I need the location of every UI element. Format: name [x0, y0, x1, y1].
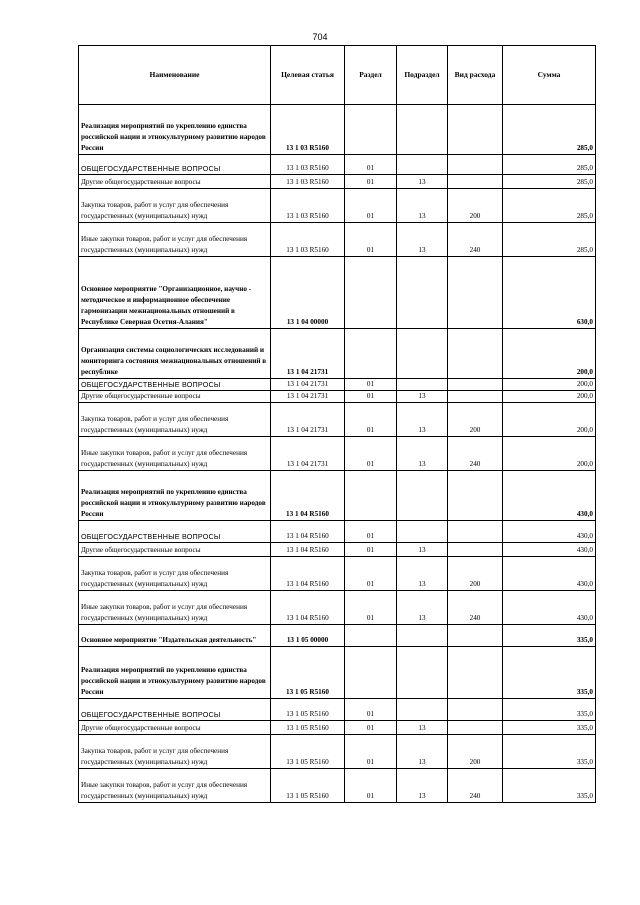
row-section	[345, 105, 397, 155]
table-row	[79, 175, 596, 189]
row-name: Другие общегосударственные вопросы	[79, 175, 271, 189]
row-name: Закупка товаров, работ и услуг для обеспечения государственных (муниципальных) нужд	[79, 557, 271, 591]
row-subsection	[397, 257, 448, 329]
row-subsection: 13	[397, 189, 448, 223]
row-target: 13 1 05 R5160	[271, 721, 345, 735]
row-target: 13 1 04 21731	[271, 379, 345, 391]
row-name: Другие общегосударственные вопросы	[79, 543, 271, 557]
row-expense-type: 200	[448, 189, 503, 223]
row-amount: 430,0	[503, 471, 596, 521]
row-subsection	[397, 699, 448, 721]
row-amount: 335,0	[503, 647, 596, 699]
row-target: 13 1 04 21731	[271, 391, 345, 403]
row-target: 13 1 04 R5160	[271, 521, 345, 543]
page-number: 704	[312, 32, 328, 42]
row-section	[345, 625, 397, 647]
row-target: 13 1 05 00000	[271, 625, 345, 647]
row-name: Иные закупки товаров, работ и услуг для обеспечения государственных (муниципальных) нужд	[79, 437, 271, 471]
row-subsection: 13	[397, 223, 448, 257]
row-section: 01	[345, 721, 397, 735]
table-row	[79, 769, 596, 803]
row-section: 01	[345, 189, 397, 223]
row-section	[345, 257, 397, 329]
table-body	[79, 105, 596, 803]
row-amount: 335,0	[503, 735, 596, 769]
table-row	[79, 557, 596, 591]
row-target: 13 1 05 R5160	[271, 769, 345, 803]
row-amount: 285,0	[503, 223, 596, 257]
row-amount: 285,0	[503, 105, 596, 155]
row-section: 01	[345, 175, 397, 189]
row-amount: 200,0	[503, 403, 596, 437]
row-expense-type	[448, 543, 503, 557]
row-target: 13 1 03 R5160	[271, 155, 345, 175]
row-subsection: 13	[397, 769, 448, 803]
row-name: Другие общегосударственные вопросы	[79, 391, 271, 403]
row-expense-type	[448, 625, 503, 647]
header-name: Наименование	[79, 46, 271, 105]
row-amount: 335,0	[503, 769, 596, 803]
row-expense-type: 240	[448, 437, 503, 471]
row-amount: 285,0	[503, 189, 596, 223]
row-amount: 430,0	[503, 557, 596, 591]
row-target: 13 1 05 R5160	[271, 699, 345, 721]
table-row	[79, 721, 596, 735]
row-expense-type	[448, 155, 503, 175]
row-section	[345, 329, 397, 379]
row-target: 13 1 03 R5160	[271, 105, 345, 155]
row-section: 01	[345, 699, 397, 721]
row-target: 13 1 04 R5160	[271, 471, 345, 521]
row-target: 13 1 04 R5160	[271, 543, 345, 557]
table-row	[79, 403, 596, 437]
table-row	[79, 625, 596, 647]
row-target: 13 1 03 R5160	[271, 189, 345, 223]
table-row	[79, 257, 596, 329]
row-target: 13 1 04 21731	[271, 403, 345, 437]
row-subsection: 13	[397, 543, 448, 557]
row-target: 13 1 04 21731	[271, 329, 345, 379]
row-section: 01	[345, 379, 397, 391]
row-subsection: 13	[397, 175, 448, 189]
row-subsection	[397, 329, 448, 379]
table-row	[79, 189, 596, 223]
row-subsection	[397, 647, 448, 699]
row-subsection: 13	[397, 721, 448, 735]
row-expense-type: 240	[448, 769, 503, 803]
row-name: ОБЩЕГОСУДАРСТВЕННЫЕ ВОПРОСЫ	[79, 379, 271, 391]
row-amount: 430,0	[503, 543, 596, 557]
row-section: 01	[345, 521, 397, 543]
table-row	[79, 437, 596, 471]
row-expense-type: 200	[448, 403, 503, 437]
row-name: Основное мероприятие "Издательская деятельность"	[79, 625, 271, 647]
row-section: 01	[345, 391, 397, 403]
table-row	[79, 543, 596, 557]
row-amount: 200,0	[503, 329, 596, 379]
row-subsection	[397, 625, 448, 647]
row-subsection: 13	[397, 391, 448, 403]
row-expense-type	[448, 105, 503, 155]
row-section: 01	[345, 155, 397, 175]
table-row	[79, 699, 596, 721]
row-amount: 430,0	[503, 591, 596, 625]
row-name: Основное мероприятие "Организационное, научно - методическое и информационное обеспечение гармонизации межнациональных отношений в Республике Северная Осетия-Алания"	[79, 257, 271, 329]
row-expense-type	[448, 329, 503, 379]
row-subsection: 13	[397, 403, 448, 437]
header-amount: Сумма	[503, 46, 596, 105]
row-section: 01	[345, 403, 397, 437]
row-expense-type: 240	[448, 223, 503, 257]
row-expense-type: 240	[448, 591, 503, 625]
row-target: 13 1 04 R5160	[271, 591, 345, 625]
table-row	[79, 155, 596, 175]
row-subsection: 13	[397, 557, 448, 591]
row-name: Реализация мероприятий по укреплению единства российской нации и этнокультурному развитию народов России	[79, 647, 271, 699]
row-name: Иные закупки товаров, работ и услуг для обеспечения государственных (муниципальных) нужд	[79, 223, 271, 257]
row-subsection	[397, 471, 448, 521]
row-name: ОБЩЕГОСУДАРСТВЕННЫЕ ВОПРОСЫ	[79, 155, 271, 175]
row-expense-type	[448, 257, 503, 329]
row-target: 13 1 03 R5160	[271, 223, 345, 257]
row-expense-type	[448, 379, 503, 391]
row-target: 13 1 05 R5160	[271, 735, 345, 769]
row-name: Организация системы социологических исследований и мониторинга состояния межнациональных отношений в республике	[79, 329, 271, 379]
table-row	[79, 735, 596, 769]
row-expense-type: 200	[448, 735, 503, 769]
row-name: Другие общегосударственные вопросы	[79, 721, 271, 735]
row-section	[345, 647, 397, 699]
row-target: 13 1 03 R5160	[271, 175, 345, 189]
table-row	[79, 591, 596, 625]
row-target: 13 1 04 00000	[271, 257, 345, 329]
row-amount: 335,0	[503, 699, 596, 721]
row-section: 01	[345, 769, 397, 803]
row-subsection: 13	[397, 591, 448, 625]
row-section: 01	[345, 735, 397, 769]
row-subsection	[397, 521, 448, 543]
table-row	[79, 105, 596, 155]
row-expense-type	[448, 391, 503, 403]
row-amount: 200,0	[503, 391, 596, 403]
table-row	[79, 471, 596, 521]
header-section: Раздел	[345, 46, 397, 105]
table-row	[79, 391, 596, 403]
row-expense-type: 200	[448, 557, 503, 591]
table-row	[79, 329, 596, 379]
table-header-row	[79, 46, 596, 105]
budget-table	[78, 45, 596, 803]
row-subsection: 13	[397, 437, 448, 471]
header-subsection: Подраздел	[397, 46, 448, 105]
row-subsection	[397, 379, 448, 391]
table-row	[79, 521, 596, 543]
row-name: Закупка товаров, работ и услуг для обеспечения государственных (муниципальных) нужд	[79, 735, 271, 769]
row-section: 01	[345, 437, 397, 471]
row-name: Закупка товаров, работ и услуг для обеспечения государственных (муниципальных) нужд	[79, 189, 271, 223]
table-row	[79, 379, 596, 391]
row-name: Реализация мероприятий по укреплению единства российской нации и этнокультурному развитию народов России	[79, 471, 271, 521]
row-amount: 335,0	[503, 721, 596, 735]
table-row	[79, 647, 596, 699]
header-expense-type: Вид расхода	[448, 46, 503, 105]
row-expense-type	[448, 647, 503, 699]
row-amount: 630,0	[503, 257, 596, 329]
row-amount: 285,0	[503, 155, 596, 175]
row-expense-type	[448, 699, 503, 721]
row-expense-type	[448, 471, 503, 521]
row-name: ОБЩЕГОСУДАРСТВЕННЫЕ ВОПРОСЫ	[79, 699, 271, 721]
row-expense-type	[448, 175, 503, 189]
row-target: 13 1 05 R5160	[271, 647, 345, 699]
row-amount: 200,0	[503, 437, 596, 471]
row-amount: 335,0	[503, 625, 596, 647]
row-amount: 285,0	[503, 175, 596, 189]
row-target: 13 1 04 21731	[271, 437, 345, 471]
row-expense-type	[448, 721, 503, 735]
row-section: 01	[345, 591, 397, 625]
row-section	[345, 471, 397, 521]
row-subsection	[397, 155, 448, 175]
row-name: ОБЩЕГОСУДАРСТВЕННЫЕ ВОПРОСЫ	[79, 521, 271, 543]
row-target: 13 1 04 R5160	[271, 557, 345, 591]
table-row	[79, 223, 596, 257]
row-amount: 430,0	[503, 521, 596, 543]
header-target: Целевая статья	[271, 46, 345, 105]
row-name: Иные закупки товаров, работ и услуг для обеспечения государственных (муниципальных) нужд	[79, 769, 271, 803]
row-name: Иные закупки товаров, работ и услуг для обеспечения государственных (муниципальных) нужд	[79, 591, 271, 625]
row-subsection	[397, 105, 448, 155]
row-section: 01	[345, 557, 397, 591]
row-subsection: 13	[397, 735, 448, 769]
row-section: 01	[345, 543, 397, 557]
row-amount: 200,0	[503, 379, 596, 391]
row-name: Закупка товаров, работ и услуг для обеспечения государственных (муниципальных) нужд	[79, 403, 271, 437]
row-expense-type	[448, 521, 503, 543]
row-name: Реализация мероприятий по укреплению единства российской нации и этнокультурному развитию народов России	[79, 105, 271, 155]
row-section: 01	[345, 223, 397, 257]
